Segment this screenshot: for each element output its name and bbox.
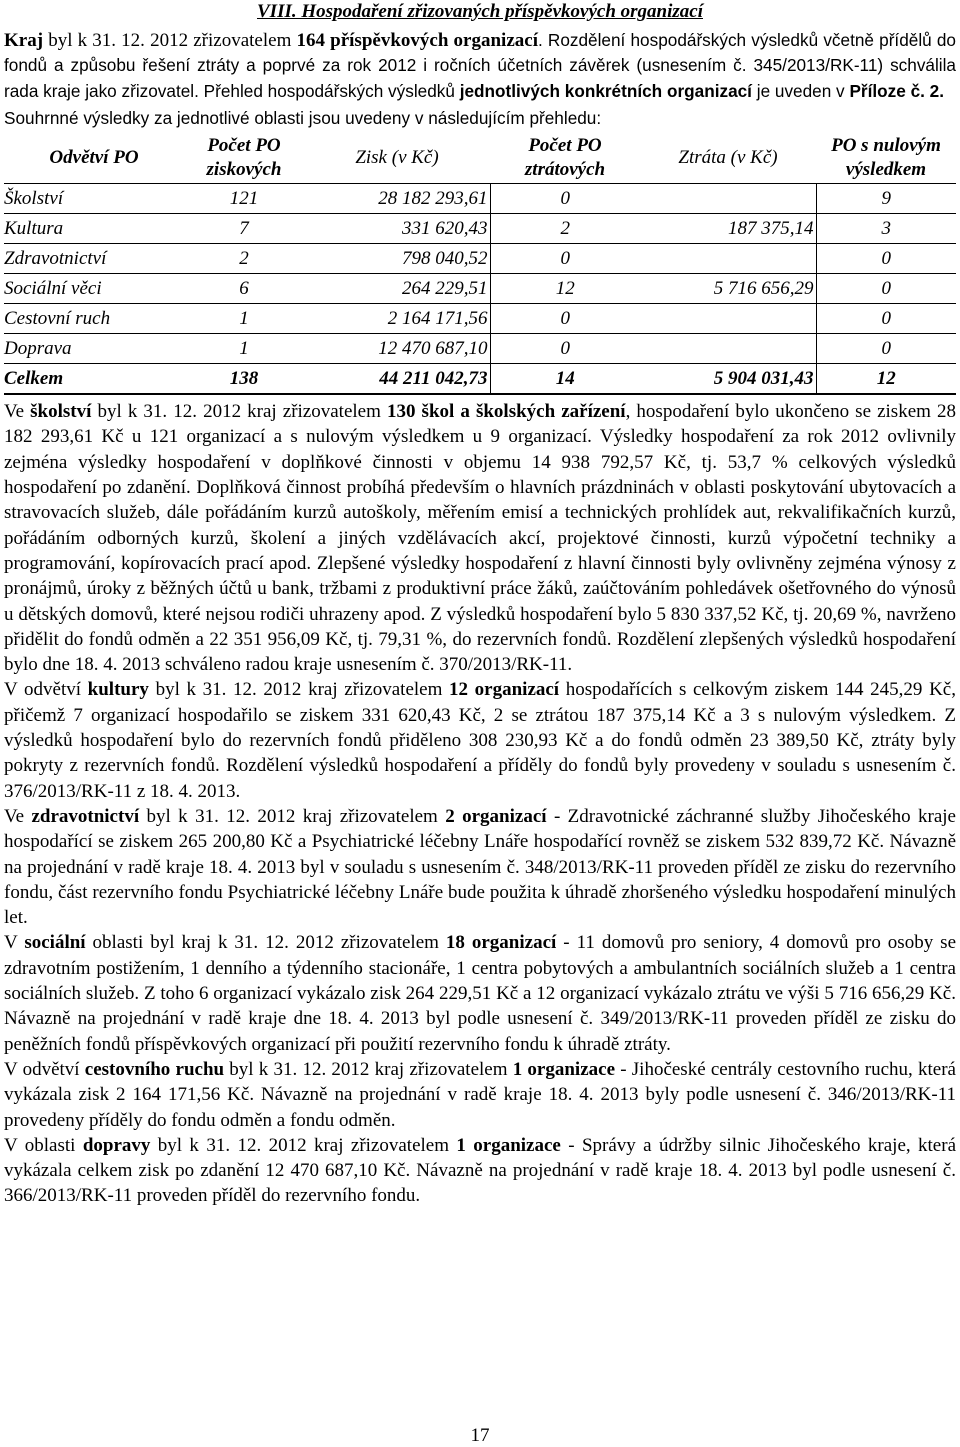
- cell-odvetvi: Sociální věci: [4, 274, 184, 304]
- table-total-row: [4, 364, 956, 395]
- cell-odvetvi: Kultura: [4, 214, 184, 244]
- text: oblasti byl kraj k 31. 12. 2012 zřizovatelem: [85, 932, 446, 954]
- emphasis: 18 organizací: [445, 932, 557, 954]
- cell-total-nulovy: 12: [816, 364, 956, 395]
- text: byl k 31. 12. 2012 kraj zřizovatelem: [139, 805, 446, 827]
- cell-pocet-ztratovych: 0: [490, 304, 640, 334]
- text: - Zdravotnické záchranné služby Jihočeského kraje hospodařící se ziskem 265 200,80 Kč a Psychiatrické léčebny Lnáře hospodařící rovněž se ziskem 532 839,72 Kč. Návazně na projednání v radě kraje 18. 4. 2013 byl v souladu s usnesením č. 348/2013/RK-11 proveden příděl ze zisku do rezervního fondu, část rezervního fondu Psychiatrické léčebny Lnáře bude použita k úhradě zhoršeného výsledku hospodaření minulých let.: [4, 805, 956, 929]
- table-row: [4, 214, 956, 244]
- cell-ztrata: [640, 184, 816, 214]
- text: V oblasti: [4, 1134, 83, 1156]
- text: V odvětví: [4, 679, 88, 701]
- col-header-ztrata: Ztráta (v Kč): [640, 133, 816, 184]
- cell-nulovy: 0: [816, 244, 956, 274]
- col-header-nulovy: PO s nulovým výsledkem: [816, 133, 956, 184]
- cell-odvetvi: Zdravotnictví: [4, 244, 184, 274]
- text: - Správy a údržby silnic Jihočeského kraje, která vykázala celkem zisk po zdanění 12 470 687,10 Kč. Návazně na projednání v radě kraje 18. 4. 2013 byl podle usnesení č. 366/2013/RK-11 proveden příděl do rezervního fondu.: [4, 1134, 956, 1207]
- table-row: [4, 274, 956, 304]
- cell-ztrata: 187 375,14: [640, 214, 816, 244]
- cell-zisk: 331 620,43: [304, 214, 490, 244]
- intro-paragraph: [4, 28, 956, 104]
- table-row: [4, 244, 956, 274]
- col-header-zisk: Zisk (v Kč): [304, 133, 490, 184]
- table-lead: Souhrnné výsledky za jednotlivé oblasti jsou uvedeny v následujícím přehledu:: [4, 107, 602, 128]
- intro-emphasis: jednotlivých konkrétních organizací: [459, 80, 752, 101]
- section-heading: VIII. Hospodaření zřizovaných příspěvkových organizací: [257, 1, 703, 22]
- paragraph-zdravotnictvi: [4, 804, 956, 930]
- cell-pocet-ztratovych: 2: [490, 214, 640, 244]
- cell-nulovy: 9: [816, 184, 956, 214]
- cell-zisk: 798 040,52: [304, 244, 490, 274]
- emphasis: 130 škol a školských zařízení: [386, 401, 626, 423]
- col-header-odvetvi: Odvětví PO: [4, 133, 184, 184]
- cell-pocet-ziskovych: 2: [184, 244, 304, 274]
- paragraph-skolstvi: [4, 399, 956, 677]
- cell-nulovy: 0: [816, 334, 956, 364]
- paragraph-kultura: [4, 677, 956, 803]
- cell-total-pocet-ziskovych: 138: [184, 364, 304, 395]
- cell-total-ztrata: 5 904 031,43: [640, 364, 816, 395]
- emphasis: sociální: [24, 932, 86, 954]
- text: byl k 31. 12. 2012 kraj zřizovatelem: [91, 401, 387, 423]
- cell-ztrata: [640, 244, 816, 274]
- results-table: [4, 133, 956, 395]
- text: V: [4, 932, 25, 954]
- intro-text-2: . Rozdělení hospodářských výsledků včetně přídělů do fondů a způsobu řešení ztráty a poprvé za rok 2012 i ročních účetních závěrek (usnesením č. 345/2013/RK-11) schválila rada kraje jako zřizovatel. Přehled hospodářských výsledků: [4, 30, 956, 101]
- table-header-row: [4, 133, 956, 184]
- document-page: [4, 0, 956, 1209]
- emphasis: 2 organizací: [445, 805, 547, 827]
- cell-pocet-ztratovych: 12: [490, 274, 640, 304]
- intro-appendix: Příloze č. 2.: [849, 80, 945, 101]
- text: byl k 31. 12. 2012 kraj zřizovatelem: [148, 679, 450, 701]
- paragraph-doprava: [4, 1133, 956, 1209]
- table-row: [4, 334, 956, 364]
- text: byl k 31. 12. 2012 kraj zřizovatelem: [150, 1134, 457, 1156]
- cell-zisk: 12 470 687,10: [304, 334, 490, 364]
- emphasis: dopravy: [82, 1134, 151, 1156]
- intro-text-1: byl k 31. 12. 2012 zřizovatelem: [43, 30, 297, 51]
- cell-odvetvi: Doprava: [4, 334, 184, 364]
- cell-ztrata: [640, 334, 816, 364]
- intro-text-3: je uveden v: [751, 80, 850, 101]
- emphasis: 1 organizace: [512, 1058, 616, 1080]
- cell-pocet-ziskovych: 121: [184, 184, 304, 214]
- emphasis: zdravotnictví: [31, 805, 140, 827]
- text: hospodařících s celkovým ziskem 144 245,29 Kč, přičemž 7 organizací hospodařilo se ziskem 331 620,43 Kč, 2 se ztrátou 187 375,14 Kč a 3 s nulovým výsledkem. Z výsledků hospodaření bylo do rezervních fondů přiděleno 308 230,93 Kč a do fondů odměn 23 389,50 Kč, ztráty byly pokryty z rezervních fondů. Rozdělení výsledků hospodaření a příděly do fondů byly provedeny v souladu s usnesením č. 376/2013/RK-11 z 18. 4. 2013.: [4, 679, 956, 802]
- emphasis: 1 organizace: [456, 1134, 561, 1156]
- emphasis: 12 organizací: [449, 679, 560, 701]
- cell-ztrata: 5 716 656,29: [640, 274, 816, 304]
- cell-zisk: 2 164 171,56: [304, 304, 490, 334]
- cell-ztrata: [640, 304, 816, 334]
- text: Ve: [4, 805, 32, 827]
- cell-pocet-ziskovych: 1: [184, 334, 304, 364]
- table-row: [4, 184, 956, 214]
- table-row: [4, 304, 956, 334]
- paragraph-socialni: [4, 930, 956, 1056]
- cell-nulovy: 0: [816, 274, 956, 304]
- cell-total-zisk: 44 211 042,73: [304, 364, 490, 395]
- page-number: 17: [470, 1425, 490, 1446]
- col-header-pocet-ztratovych: Počet PO ztrátových: [490, 133, 640, 184]
- text: V odvětví: [4, 1058, 85, 1080]
- cell-total-pocet-ztratovych: 14: [490, 364, 640, 395]
- cell-pocet-ztratovych: 0: [490, 334, 640, 364]
- text: - 11 domovů pro seniory, 4 domovů pro osoby se zdravotním postižením, 1 denního a týdenního stacionáře, 1 centra pobytových a ambulantních sociálních služeb a 1 centra sociálních služeb. Z toho 6 organizací vykázalo zisk 264 229,51 Kč a 12 organizací vykázalo ztrátu ve výši 5 716 656,29 Kč. Návazně na projednání v radě kraje dne 18. 4. 2013 byl podle usnesení č. 349/2013/RK-11 proveden příděl ze zisku do peněžních fondů příspěvkových organizací při použití rezervního fondu k úhradě ztráty.: [4, 932, 956, 1055]
- cell-total-label: Celkem: [4, 364, 184, 395]
- text: byl k 31. 12. 2012 kraj zřizovatelem: [224, 1058, 513, 1080]
- text: Ve: [4, 401, 31, 423]
- cell-nulovy: 0: [816, 304, 956, 334]
- cell-pocet-ztratovych: 0: [490, 184, 640, 214]
- cell-pocet-ztratovych: 0: [490, 244, 640, 274]
- emphasis: školství: [30, 401, 92, 423]
- intro-kraj: Kraj: [4, 30, 44, 51]
- cell-odvetvi: Školství: [4, 184, 184, 214]
- col-header-pocet-ziskovych: Počet PO ziskových: [184, 133, 304, 184]
- cell-pocet-ziskovych: 7: [184, 214, 304, 244]
- emphasis: cestovního ruchu: [84, 1058, 225, 1080]
- text: , hospodaření bylo ukončeno se ziskem 28 182 293,61 Kč u 121 organizací a s nulovým výsledkem u 9 organizací. Výsledky hospodaření za rok 2012 ovlivnily zejména výsledky hospodaření v doplňkové činnosti v objemu 14 938 792,57 Kč, tj. 53,7 % celkových výsledků hospodaření po zdanění. Doplňková činnost probíhá především o hlavních prázdninách v oblasti poskytování ubytovacích a stravovacích služeb, dále pořádáním kurzů autoškoly, měřením emisí a technických prohlídek aut, rekvalifikačních kurzů, pořádáním odborných kurzů, školení a jiných vzdělávacích akcí, projektové činnosti, kurzů výpočetní techniky a programování, kopírovacích prací apod. Zlepšené výsledky hospodaření z hlavní činnosti byly ovlivněny zejména výnosy z pronájmů, úroky z běžných účtů u bank, tržbami z produktivní práce žáků, zaúčtováním pohledávek ošetřovného do výnosů u dětských domovů, které nejsou rodiči uhrazeny apod. Z výsledků hospodaření bylo 5 830 337,52 Kč, tj. 20,69 %, navrženo přidělit do fondů odměn a 22 351 956,09 Kč, tj. 79,31 %, do rezervních fondů. Rozdělení zlepšených výsledků hospodaření bylo dne 18. 4. 2013 schváleno radou kraje usnesením č. 370/2013/RK-11.: [4, 401, 956, 676]
- paragraph-cestovni-ruch: [4, 1057, 956, 1133]
- cell-nulovy: 3: [816, 214, 956, 244]
- intro-count: 164 příspěvkových organizací: [296, 30, 538, 51]
- cell-pocet-ziskovych: 1: [184, 304, 304, 334]
- cell-zisk: 264 229,51: [304, 274, 490, 304]
- cell-zisk: 28 182 293,61: [304, 184, 490, 214]
- text: - Jihočeské centrály cestovního ruchu, která vykázala zisk 2 164 171,56 Kč. Návazně na projednání v radě kraje 18. 4. 2013 byly podle usnesení č. 346/2013/RK-11 provedeny příděly do fondu odměn a fondu odměn.: [4, 1058, 956, 1131]
- cell-odvetvi: Cestovní ruch: [4, 304, 184, 334]
- cell-pocet-ziskovych: 6: [184, 274, 304, 304]
- emphasis: kultury: [87, 679, 149, 701]
